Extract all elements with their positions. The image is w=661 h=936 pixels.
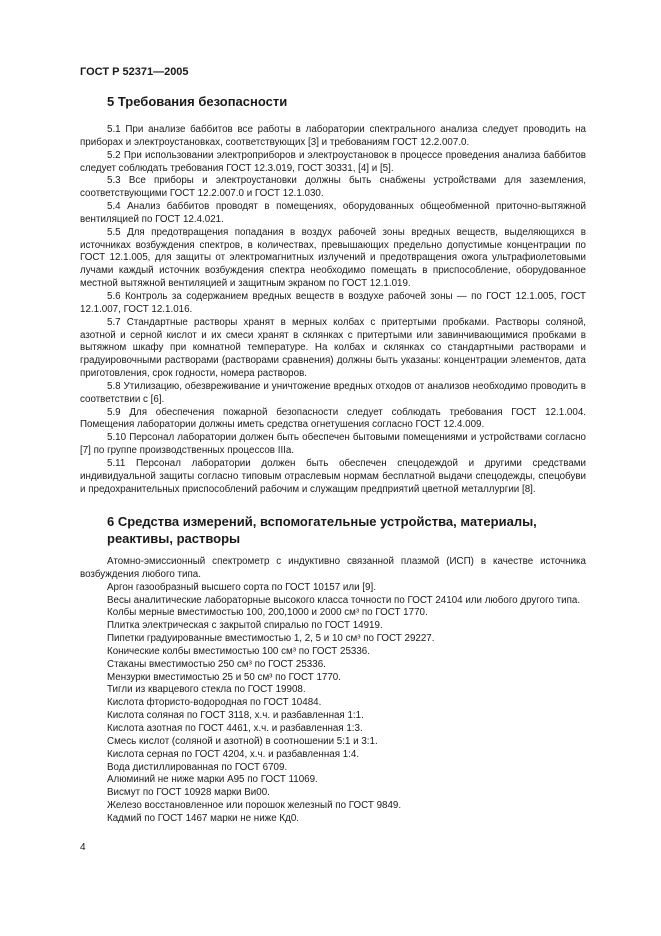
list-item: Кадмий по ГОСТ 1467 марки не ниже Кд0. — [107, 812, 299, 824]
list-item: Железо восстановленное или порошок железный по ГОСТ 9849. — [107, 800, 402, 812]
paragraph-5-4: 5.4 Анализ баббитов проводят в помещениях, оборудованных общеобменной приточно-вытяжной вентиляцией по ГОСТ 12.4.021. — [80, 201, 586, 225]
paragraph-5-7: 5.7 Стандартные растворы хранят в мерных колбах с притертыми пробками. Растворы соляной, азотной и серной кислот и их смеси хранят в склянках с притертыми или завинчивающимися пробками в вытяжном шкафу при комнатной температуре. На колбах и склянках со стандартными растворами и градуировочными растворами (растворами сравнения) должны быть указаны: концентрации элементов, дата приготовления, срок годности, номера растворов. — [80, 316, 586, 380]
list-item: Колбы мерные вместимостью 100, 200,1000 и 2000 см³ по ГОСТ 1770. — [107, 607, 428, 619]
list-item: Плитка электрическая с закрытой спиралью по ГОСТ 14919. — [107, 620, 383, 632]
section-5-body — [80, 124, 586, 496]
paragraph-5-5: 5.5 Для предотвращения попадания в воздух рабочей зоны вредных веществ, выделяющихся в источниках возбуждения спектров, в количествах, превышающих предельно допустимые концентрации по ГОСТ 12.1.005, для защиты от электромагнитных излучений и предотвращения ожога ультрафиолетовыми лучами каждый источник возбуждения спектра необходимо помещать в приспособление, оборудованное местной вытяжной вентиляцией и защитным экраном по ГОСТ 12.1.019. — [80, 226, 586, 290]
list-item: Висмут по ГОСТ 10928 марки Ви00. — [107, 787, 270, 799]
paragraph-6-spectrometer: Атомно-эмиссионный спектрометр с индуктивно связанной плазмой (ИСП) в качестве источника возбуждения любого типа. — [80, 556, 586, 580]
list-item: Пипетки градуированные вместимостью 1, 2, 5 и 10 см³ по ГОСТ 29227. — [107, 633, 435, 645]
paragraph-5-8: 5.8 Утилизацию, обезвреживание и уничтожение вредных отходов от анализов необходимо проводить в соответствии с [6]. — [80, 380, 586, 405]
document-header: ГОСТ Р 52371—2005 — [80, 66, 189, 78]
list-item: Вода дистиллированная по ГОСТ 6709. — [107, 761, 288, 773]
paragraph-5-10: 5.10 Персонал лаборатории должен быть обеспечен бытовыми помещениями и устройствами согласно [7] по группе производственных процессов IIIа. — [80, 432, 586, 457]
list-item: Тигли из кварцевого стекла по ГОСТ 19908. — [107, 684, 306, 696]
list-item: Кислота азотная по ГОСТ 4461, х.ч. и разбавленная 1:3. — [107, 722, 363, 734]
paragraph-5-2: 5.2 При использовании электроприборов и электроустановок в процессе проведения анализа баббитов следует соблюдать требования ГОСТ 12.3.019, ГОСТ 30331, [4] и [5]. — [80, 149, 586, 174]
list-item: Смесь кислот (соляной и азотной) в соотношении 5:1 и 3:1. — [107, 735, 378, 747]
list-item: Кислота соляная по ГОСТ 3118, х.ч. и разбавленная 1:1. — [107, 710, 364, 722]
paragraph-5-11: 5.11 Персонал лаборатории должен быть обеспечен спецодеждой и другими средствами индивидуальной защиты согласно типовым отраслевым нормам бесплатной выдачи спецодежды, спецобуви и предохранительных приспособлений рабочим и служащим предприятий цветной металлургии [8]. — [80, 457, 586, 495]
list-item: Кислота серная по ГОСТ 4204, х.ч. и разбавленная 1:4. — [107, 748, 360, 760]
paragraph-5-3: 5.3 Все приборы и электроустановки должны быть снабжены устройствами для заземления, соответствующими ГОСТ 12.2.007.0 и ГОСТ 12.1.030. — [80, 175, 586, 200]
paragraph-5-6: 5.6 Контроль за содержанием вредных веществ в воздухе рабочей зоны — по ГОСТ 12.1.005, ГОСТ 12.1.007, ГОСТ 12.1.016. — [80, 290, 586, 315]
paragraph-5-1: 5.1 При анализе баббитов все работы в лаборатории спектрального анализа следует проводить на приборах и электроустановках, соответствующих [3] и требованиям ГОСТ 12.2.007.0. — [80, 124, 586, 148]
paragraph-5-9: 5.9 Для обеспечения пожарной безопасности следует соблюдать требования ГОСТ 12.1.004. Помещения лаборатории должны иметь средства огнетушения согласно ГОСТ 12.4.009. — [80, 406, 586, 431]
list-item: Стаканы вместимостью 250 см³ по ГОСТ 25336. — [107, 658, 326, 670]
section-6-title: 6 Средства измерений, вспомогательные устройства, материалы, реактивы, растворы — [107, 514, 537, 546]
list-item: Кислота фтористо-водородная по ГОСТ 10484. — [107, 697, 322, 709]
paragraph-6-balance: Весы аналитические лабораторные высокого класса точности по ГОСТ 24104 или любого другого типа. — [107, 594, 581, 606]
list-item: Алюминий не ниже марки А95 по ГОСТ 11069. — [107, 774, 318, 786]
section-5-title: 5 Требования безопасности — [107, 94, 288, 109]
section-6-body — [80, 556, 586, 826]
list-item: Конические колбы вместимостью 100 см³ по ГОСТ 25336. — [107, 645, 370, 657]
paragraph-6-argon: Аргон газообразный высшего сорта по ГОСТ 10157 или [9]. — [107, 581, 376, 593]
list-item: Мензурки вместимостью 25 и 50 см³ по ГОСТ 1770. — [107, 671, 341, 683]
page-number: 4 — [80, 842, 86, 853]
